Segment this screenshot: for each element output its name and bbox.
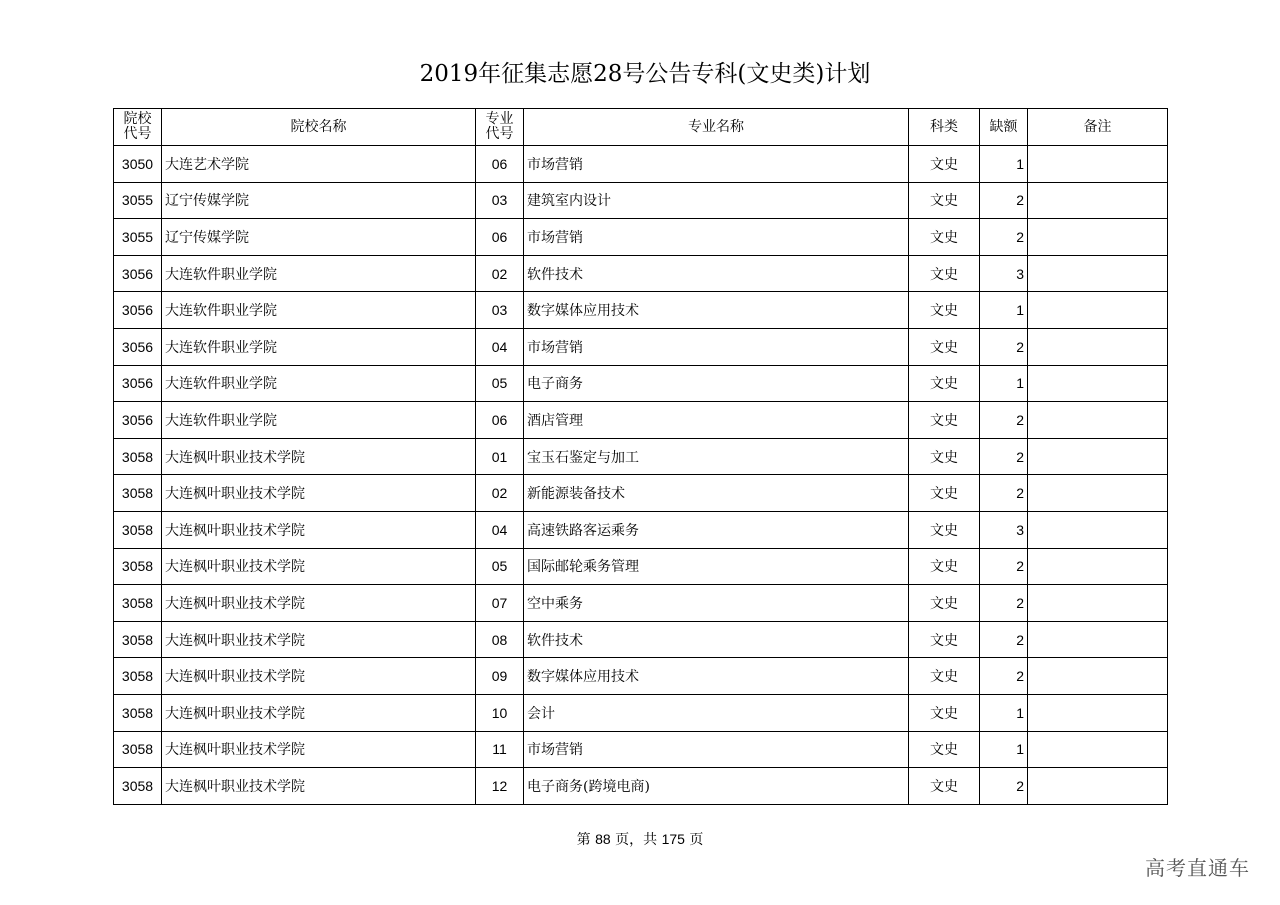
cell-remarks [1028,438,1168,475]
cell-shortfall: 2 [980,182,1028,219]
cell-school-code: 3056 [114,402,162,439]
header-school-code: 院校代号 [114,109,162,146]
cell-school-code: 3055 [114,219,162,256]
cell-school-name: 大连枫叶职业技术学院 [162,585,476,622]
footer-prefix: 第 [576,832,591,848]
cell-category: 文史 [909,585,980,622]
cell-category: 文史 [909,402,980,439]
cell-remarks [1028,731,1168,768]
page-title: 2019年征集志愿28号公告专科(文史类)计划 [419,61,871,87]
cell-shortfall: 2 [980,548,1028,585]
cell-school-code: 3058 [114,548,162,585]
cell-school-name: 大连枫叶职业技术学院 [162,438,476,475]
table-row [114,585,1168,622]
watermark: 高考直通车 [1145,856,1250,880]
cell-major-code: 06 [476,219,524,256]
cell-major-name: 会计 [524,694,909,731]
cell-major-code: 02 [476,475,524,512]
cell-shortfall: 1 [980,292,1028,329]
cell-school-name: 大连枫叶职业技术学院 [162,475,476,512]
cell-major-code: 10 [476,694,524,731]
cell-major-code: 02 [476,255,524,292]
header-shortfall: 缺额 [980,109,1028,146]
cell-major-name: 宝玉石鉴定与加工 [524,438,909,475]
cell-school-name: 大连枫叶职业技术学院 [162,511,476,548]
table-row [114,146,1168,183]
cell-school-name: 辽宁传媒学院 [162,219,476,256]
table-row [114,328,1168,365]
cell-school-name: 大连枫叶职业技术学院 [162,658,476,695]
header-school-name: 院校名称 [162,109,476,146]
table-row [114,438,1168,475]
cell-shortfall: 2 [980,658,1028,695]
cell-school-code: 3058 [114,475,162,512]
table-header-row [114,109,1168,146]
cell-shortfall: 3 [980,255,1028,292]
header-category: 科类 [909,109,980,146]
cell-shortfall: 1 [980,694,1028,731]
cell-shortfall: 2 [980,219,1028,256]
footer-middle: 页，共 [615,832,658,848]
cell-shortfall: 1 [980,146,1028,183]
cell-remarks [1028,365,1168,402]
cell-major-code: 12 [476,768,524,805]
cell-major-name: 空中乘务 [524,585,909,622]
cell-school-name: 大连枫叶职业技术学院 [162,768,476,805]
cell-major-code: 09 [476,658,524,695]
cell-school-name: 大连枫叶职业技术学院 [162,548,476,585]
cell-shortfall: 3 [980,511,1028,548]
cell-school-name: 辽宁传媒学院 [162,182,476,219]
cell-school-code: 3058 [114,768,162,805]
cell-major-name: 软件技术 [524,255,909,292]
cell-major-code: 08 [476,621,524,658]
cell-school-name: 大连枫叶职业技术学院 [162,731,476,768]
cell-school-name: 大连软件职业学院 [162,328,476,365]
cell-category: 文史 [909,731,980,768]
header-remarks: 备注 [1028,109,1168,146]
cell-major-name: 高速铁路客运乘务 [524,511,909,548]
cell-major-code: 03 [476,292,524,329]
cell-school-code: 3056 [114,255,162,292]
cell-shortfall: 2 [980,768,1028,805]
cell-shortfall: 2 [980,328,1028,365]
cell-major-name: 新能源装备技术 [524,475,909,512]
cell-school-code: 3055 [114,182,162,219]
cell-school-name: 大连软件职业学院 [162,292,476,329]
cell-school-name: 大连艺术学院 [162,146,476,183]
cell-category: 文史 [909,292,980,329]
header-major-code: 专业代号 [476,109,524,146]
cell-major-name: 酒店管理 [524,402,909,439]
cell-remarks [1028,511,1168,548]
cell-category: 文史 [909,694,980,731]
cell-remarks [1028,694,1168,731]
cell-school-name: 大连枫叶职业技术学院 [162,694,476,731]
cell-school-name: 大连软件职业学院 [162,402,476,439]
cell-major-name: 市场营销 [524,146,909,183]
plan-table [113,108,1168,805]
cell-remarks [1028,768,1168,805]
cell-shortfall: 2 [980,402,1028,439]
cell-school-code: 3058 [114,621,162,658]
footer-page-number: 88 [595,831,611,847]
cell-major-code: 06 [476,146,524,183]
cell-category: 文史 [909,621,980,658]
cell-remarks [1028,548,1168,585]
cell-category: 文史 [909,255,980,292]
cell-major-name: 数字媒体应用技术 [524,292,909,329]
cell-school-code: 3050 [114,146,162,183]
cell-major-code: 03 [476,182,524,219]
cell-school-code: 3056 [114,328,162,365]
cell-shortfall: 2 [980,585,1028,622]
cell-shortfall: 1 [980,731,1028,768]
cell-major-name: 软件技术 [524,621,909,658]
cell-category: 文史 [909,146,980,183]
cell-remarks [1028,292,1168,329]
cell-major-name: 建筑室内设计 [524,182,909,219]
cell-school-code: 3058 [114,585,162,622]
cell-shortfall: 1 [980,365,1028,402]
cell-school-code: 3058 [114,658,162,695]
cell-remarks [1028,219,1168,256]
cell-category: 文史 [909,438,980,475]
cell-school-code: 3056 [114,292,162,329]
cell-remarks [1028,585,1168,622]
cell-major-code: 04 [476,328,524,365]
cell-category: 文史 [909,658,980,695]
cell-school-name: 大连枫叶职业技术学院 [162,621,476,658]
cell-school-code: 3058 [114,731,162,768]
cell-major-name: 电子商务 [524,365,909,402]
cell-major-code: 11 [476,731,524,768]
table-row [114,694,1168,731]
table-row [114,731,1168,768]
table-body [114,146,1168,805]
cell-category: 文史 [909,548,980,585]
cell-school-code: 3058 [114,438,162,475]
cell-remarks [1028,328,1168,365]
cell-category: 文史 [909,365,980,402]
cell-school-code: 3056 [114,365,162,402]
cell-major-name: 市场营销 [524,731,909,768]
cell-category: 文史 [909,328,980,365]
cell-major-code: 06 [476,402,524,439]
cell-major-name: 电子商务(跨境电商) [524,768,909,805]
table-row [114,511,1168,548]
cell-category: 文史 [909,219,980,256]
cell-remarks [1028,402,1168,439]
cell-remarks [1028,182,1168,219]
footer-suffix: 页 [689,832,704,848]
cell-major-code: 07 [476,585,524,622]
table-row [114,292,1168,329]
cell-school-code: 3058 [114,511,162,548]
table-row [114,255,1168,292]
cell-remarks [1028,146,1168,183]
cell-major-name: 国际邮轮乘务管理 [524,548,909,585]
table-row [114,219,1168,256]
cell-category: 文史 [909,475,980,512]
table-row [114,548,1168,585]
cell-shortfall: 2 [980,475,1028,512]
cell-remarks [1028,621,1168,658]
table-row [114,658,1168,695]
cell-major-code: 05 [476,365,524,402]
table-row [114,182,1168,219]
cell-major-code: 05 [476,548,524,585]
cell-major-code: 04 [476,511,524,548]
page-footer [0,829,1280,849]
cell-major-code: 01 [476,438,524,475]
table-row [114,768,1168,805]
header-major-name: 专业名称 [524,109,909,146]
cell-remarks [1028,475,1168,512]
table-row [114,621,1168,658]
cell-school-name: 大连软件职业学院 [162,255,476,292]
cell-shortfall: 2 [980,621,1028,658]
cell-remarks [1028,658,1168,695]
footer-total-pages: 175 [661,831,685,847]
cell-major-name: 市场营销 [524,219,909,256]
cell-school-code: 3058 [114,694,162,731]
cell-school-name: 大连软件职业学院 [162,365,476,402]
table-row [114,402,1168,439]
cell-major-name: 数字媒体应用技术 [524,658,909,695]
table-row [114,475,1168,512]
cell-category: 文史 [909,182,980,219]
cell-remarks [1028,255,1168,292]
cell-category: 文史 [909,768,980,805]
cell-major-name: 市场营销 [524,328,909,365]
cell-shortfall: 2 [980,438,1028,475]
cell-category: 文史 [909,511,980,548]
table-row [114,365,1168,402]
